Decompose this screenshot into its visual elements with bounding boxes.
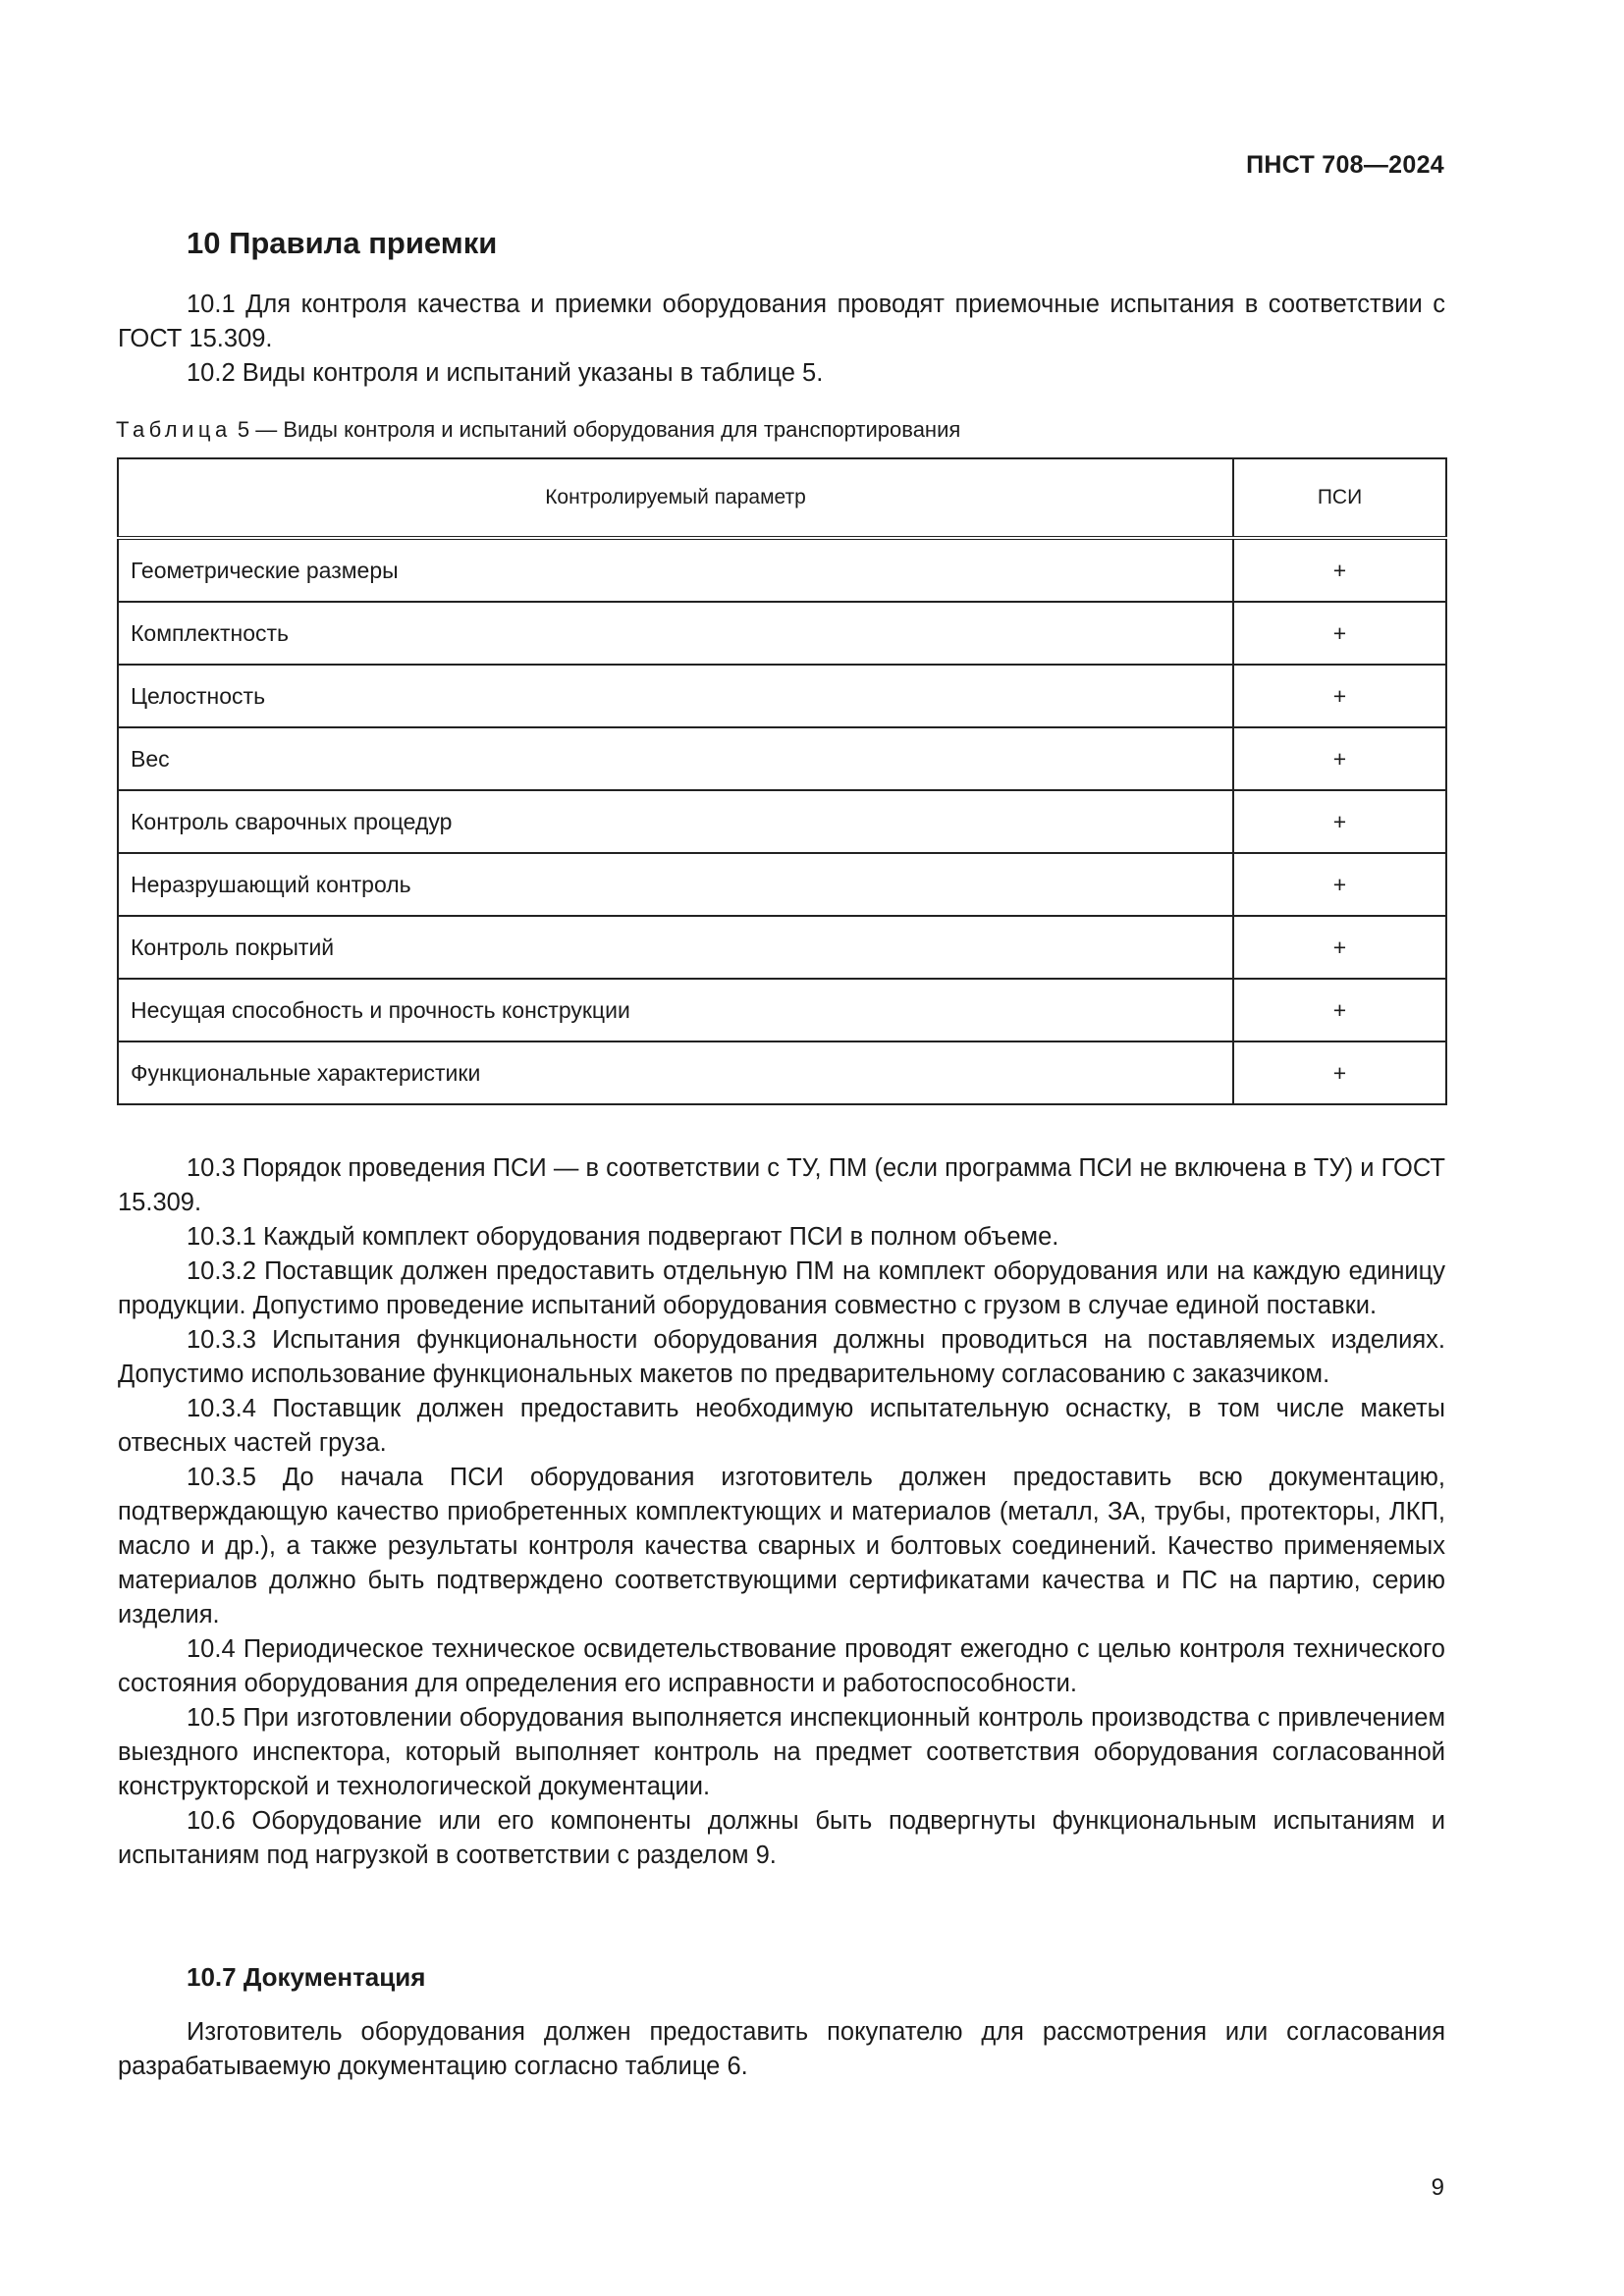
table-caption-label: Таблица [116, 417, 232, 442]
paragraph-10-4: 10.4 Периодическое техническое освидетельствование проводят ежегодно с целью контроля технического состояния оборудования для определения его исправности и работоспособности. [118, 1635, 1445, 1697]
table-header-row [118, 458, 1446, 538]
page-number: 9 [1431, 2174, 1444, 2201]
cell-param: Функциональные характеристики [118, 1041, 1233, 1104]
intro-text [118, 288, 1445, 391]
paragraph-10-3-3: 10.3.3 Испытания функциональности оборудования должны проводиться на поставляемых изделиях. Допустимо использование функциональных макетов по предварительному согласованию с заказчиком. [118, 1326, 1445, 1388]
subsection-text [118, 2015, 1445, 2084]
cell-psi: + [1233, 665, 1446, 727]
table-caption-text: 5 — Виды контроля и испытаний оборудования для транспортирования [237, 417, 961, 442]
cell-psi: + [1233, 916, 1446, 979]
cell-psi: + [1233, 853, 1446, 916]
cell-psi: + [1233, 1041, 1446, 1104]
table-row [118, 602, 1446, 665]
cell-param: Вес [118, 727, 1233, 790]
cell-psi: + [1233, 790, 1446, 853]
paragraph-10-3-5: 10.3.5 До начала ПСИ оборудования изготовитель должен предоставить всю документацию, подтверждающую качество приобретенных комплектующих и материалов (металл, ЗА, трубы, протекторы, ЛКП, масло и др.), а также результаты контроля качества сварных и болтовых соединений. Качество применяемых материалов должно быть подтверждено соответствующими сертификатами качества и ПС на партию, серию изделия. [118, 1464, 1445, 1629]
paragraph-10-3: 10.3 Порядок проведения ПСИ — в соответствии с ТУ, ПМ (если программа ПСИ не включена в ТУ) и ГОСТ 15.309. [118, 1154, 1445, 1216]
paragraph-10-1: 10.1 Для контроля качества и приемки оборудования проводят приемочные испытания в соответствии с ГОСТ 15.309. [118, 291, 1445, 352]
table-row [118, 665, 1446, 727]
cell-psi: + [1233, 727, 1446, 790]
paragraph-10-2: 10.2 Виды контроля и испытаний указаны в таблице 5. [187, 359, 824, 387]
cell-psi: + [1233, 979, 1446, 1041]
header-psi: ПСИ [1233, 458, 1446, 538]
table-row [118, 727, 1446, 790]
table-row [118, 979, 1446, 1041]
cell-param: Несущая способность и прочность конструкции [118, 979, 1233, 1041]
table-row [118, 1041, 1446, 1104]
body-text [118, 1151, 1445, 1873]
cell-param: Неразрушающий контроль [118, 853, 1233, 916]
paragraph-10-7: Изготовитель оборудования должен предоставить покупателю для рассмотрения или согласования разрабатываемую документацию согласно таблице 6. [118, 2018, 1445, 2080]
paragraph-10-3-1: 10.3.1 Каждый комплект оборудования подвергают ПСИ в полном объеме. [187, 1223, 1059, 1251]
document-code: ПНСТ 708—2024 [1246, 151, 1444, 179]
paragraph-10-6: 10.6 Оборудование или его компоненты должны быть подвергнуты функциональным испытаниям и испытаниям под нагрузкой в соответствии с разделом 9. [118, 1807, 1445, 1869]
cell-param: Комплектность [118, 602, 1233, 665]
table-row [118, 853, 1446, 916]
paragraph-10-3-2: 10.3.2 Поставщик должен предоставить отдельную ПМ на комплект оборудования или на каждую единицу продукции. Допустимо проведение испытаний оборудования совместно с грузом в случае единой поставки. [118, 1257, 1445, 1319]
cell-param: Целостность [118, 665, 1233, 727]
paragraph-10-5: 10.5 При изготовлении оборудования выполняется инспекционный контроль производства с привлечением выездного инспектора, который выполняет контроль на предмет соответствия оборудования согласованной конструкторской и технологической документации. [118, 1704, 1445, 1800]
table-row [118, 538, 1446, 602]
table-row [118, 790, 1446, 853]
table-row [118, 916, 1446, 979]
table-caption [116, 417, 960, 443]
inspection-table [117, 457, 1447, 1105]
paragraph-10-3-4: 10.3.4 Поставщик должен предоставить необходимую испытательную оснастку, в том числе макеты отвесных частей груза. [118, 1395, 1445, 1457]
header-param: Контролируемый параметр [118, 458, 1233, 538]
cell-param: Контроль покрытий [118, 916, 1233, 979]
cell-param: Геометрические размеры [118, 538, 1233, 602]
section-title: 10 Правила приемки [187, 226, 498, 260]
cell-param: Контроль сварочных процедур [118, 790, 1233, 853]
cell-psi: + [1233, 538, 1446, 602]
subsection-title: 10.7 Документация [187, 1962, 426, 1992]
cell-psi: + [1233, 602, 1446, 665]
